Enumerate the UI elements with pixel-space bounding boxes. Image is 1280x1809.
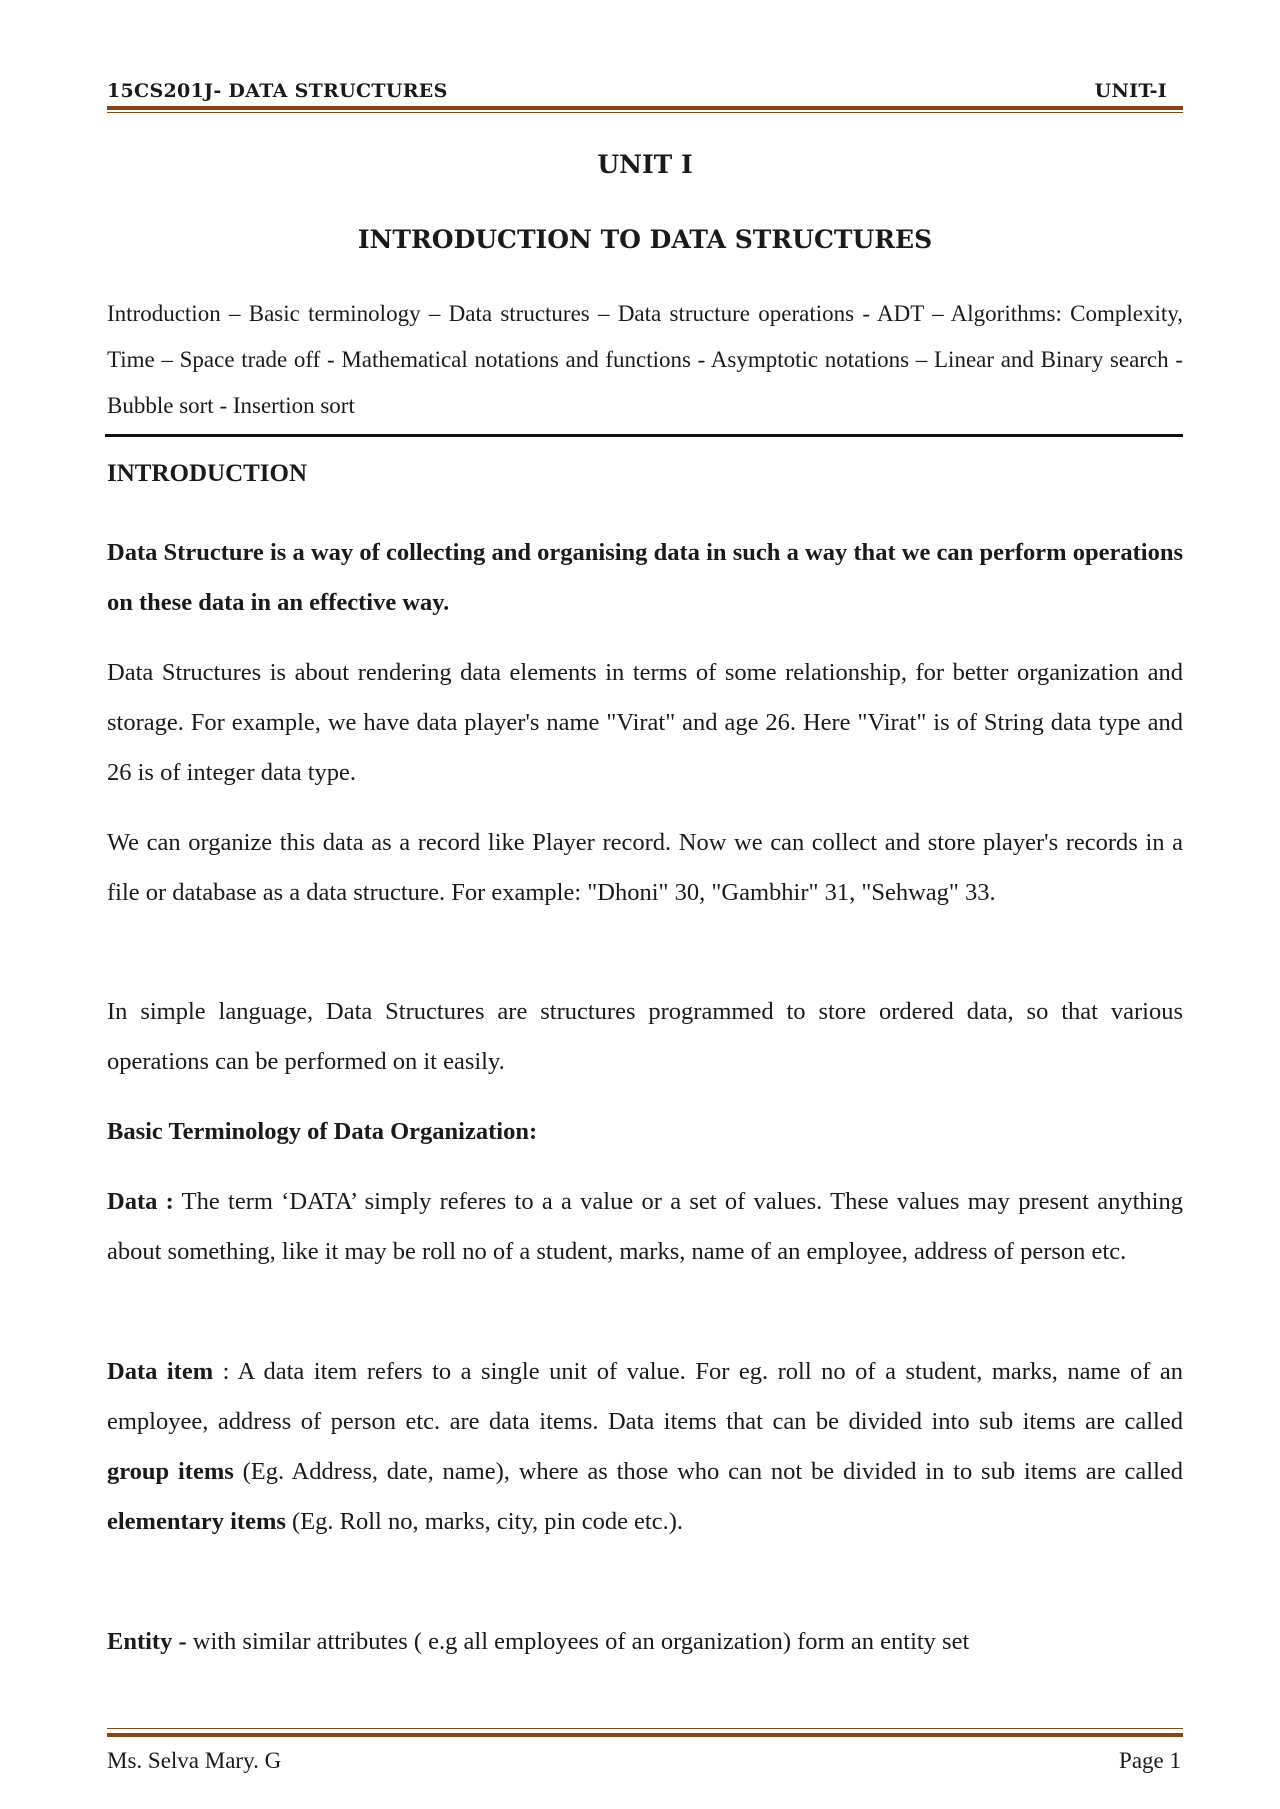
header-rule-thick: [107, 106, 1183, 110]
intro-paragraph-2: We can organize this data as a record like Player record. Now we can collect and store player's records in a file or database as a data structure. For example: "Dhoni" 30, "Gambhir" 31, "Sehwag" 33.: [107, 829, 1183, 906]
data-item-text-3: (Eg. Roll no, marks, city, pin code etc.).: [285, 1508, 684, 1535]
data-item-text-1: : A data item refers to a single unit of value. For eg. roll no of a student, marks, name of an employee, address of person etc. are data items. Data items that can be divided into sub items are called: [107, 1358, 1184, 1435]
definition-paragraph: Data Structure is a way of collecting and organising data in such a way that we can perform operations on these data in an effective way.: [107, 539, 1183, 616]
document-page: [107, 0, 1183, 1809]
intro-paragraph-1: Data Structures is about rendering data elements in terms of some relationship, for better organization and storage. For example, we have data player's name "Virat" and age 26. Here "Virat" is of String data type and 26 is of integer data type.: [107, 659, 1183, 786]
page-footer: [107, 1728, 1183, 1788]
summary-divider: [105, 434, 1183, 437]
section-heading-terminology: Basic Terminology of Data Organization:: [107, 1118, 538, 1145]
footer-rule-thick: [107, 1733, 1183, 1737]
chapter-title: INTRODUCTION TO DATA STRUCTURES: [357, 225, 933, 254]
page-number: Page 1: [1119, 1748, 1181, 1773]
term-group-items: group items: [107, 1458, 234, 1485]
term-data-item: Data item: [107, 1358, 214, 1385]
unit-title: UNIT I: [597, 150, 693, 179]
term-elementary-items: elementary items: [107, 1508, 286, 1535]
topic-summary: Introduction – Basic terminology – Data structures – Data structure operations - ADT – Algorithms: Complexity, Time – Space trade off - Mathematical notations and functions - Asymptotic notations – Linear and Binary search - Bubble sort - Insertion sort: [107, 301, 1183, 418]
data-item-text-2: (Eg. Address, date, name), where as those who can not be divided in to sub items are called: [233, 1458, 1183, 1485]
intro-paragraph-3: In simple language, Data Structures are structures programmed to store ordered data, so that various operations can be performed on it easily.: [107, 998, 1183, 1075]
footer-rule-thin: [107, 1728, 1183, 1729]
entity-definition-text: with similar attributes ( e.g all employees of an organization) form an entity set: [186, 1628, 970, 1655]
author-name: Ms. Selva Mary. G: [107, 1748, 282, 1773]
course-code: 15CS201J- DATA STRUCTURES: [107, 80, 448, 102]
data-item-definition: [107, 1347, 1183, 1547]
data-definition: [107, 1177, 1183, 1277]
section-heading-introduction: INTRODUCTION: [107, 460, 308, 487]
term-entity: Entity -: [107, 1628, 187, 1655]
entity-definition: [107, 1617, 1183, 1667]
data-definition-text: The term ‘DATA’ simply referes to a a value or a set of values. These values may present anything about something, like it may be roll no of a student, marks, name of an employee, address of person etc.: [107, 1188, 1183, 1265]
header-rule-thin: [107, 112, 1183, 113]
unit-label: UNIT-I: [1094, 80, 1167, 102]
term-data: Data :: [107, 1188, 174, 1215]
page-header: [107, 80, 1183, 106]
